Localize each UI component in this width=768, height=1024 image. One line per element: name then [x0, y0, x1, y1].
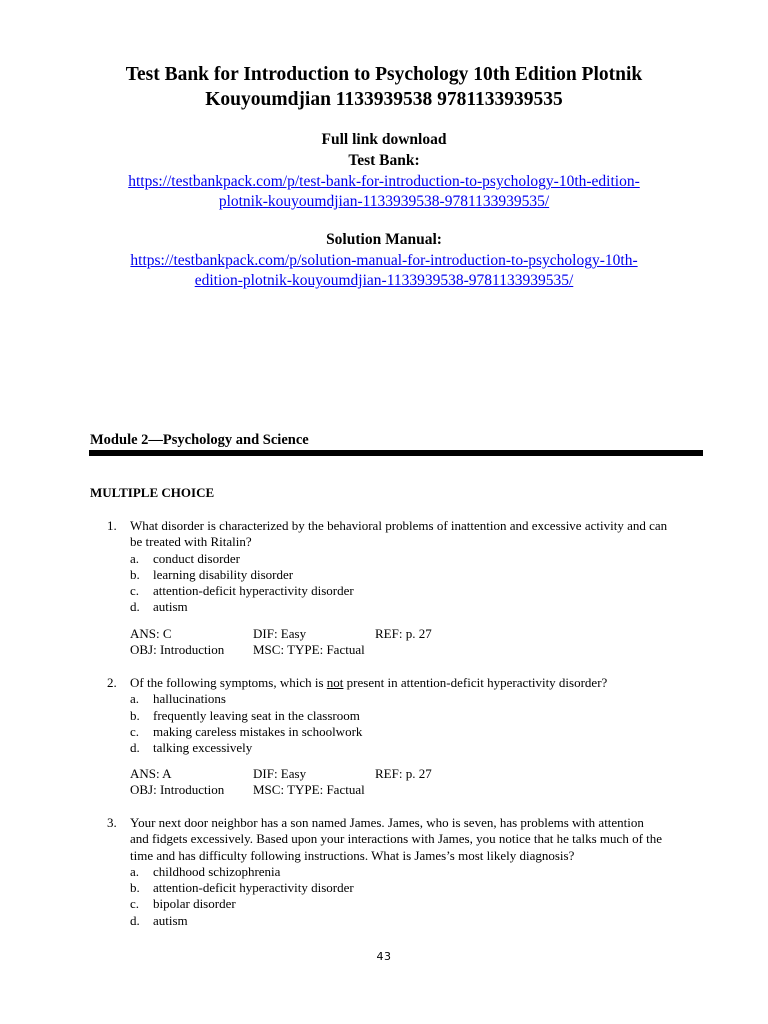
title-line-2: Kouyoumdjian 1133939538 9781133939535 — [205, 89, 563, 110]
question-number: 1. — [107, 518, 117, 533]
option-letter: a. — [130, 863, 140, 879]
answer-row — [130, 626, 690, 642]
document-title — [60, 62, 708, 112]
misc-type: MSC: TYPE: Factual — [253, 782, 365, 798]
option-letter: b. — [130, 566, 140, 582]
option-text: bipolar disorder — [153, 896, 236, 912]
option-letter: c. — [130, 583, 140, 599]
option-b — [130, 880, 705, 896]
heading-divider — [89, 450, 703, 456]
title-line-1: Test Bank for Introduction to Psychology 10th Edition Plotnik — [125, 64, 643, 85]
question-text-line: and fidgets excessively. Based upon your interactions with James, you notice that he talks much of the — [130, 831, 663, 847]
question-number: 2. — [107, 675, 117, 690]
solution-manual-link[interactable] — [60, 251, 708, 270]
option-text: childhood schizophrenia — [153, 863, 281, 879]
answer-key: ANS: C — [130, 626, 172, 641]
question-text-end: present in attention-deficit hyperactivity disorder? — [343, 675, 608, 690]
option-letter: b. — [130, 880, 140, 896]
option-a — [130, 551, 705, 567]
test-bank-url-line-1[interactable]: https://testbankpack.com/p/test-bank-for-introduction-to-psychology-10th-edition- — [128, 173, 640, 190]
option-text: talking excessively — [153, 740, 253, 756]
underlined-word: not — [326, 675, 344, 690]
answer-key: ANS: A — [130, 766, 172, 781]
solution-url-line-2[interactable]: edition-plotnik-kouyoumdjian-1133939538-9781133939535/ — [194, 272, 574, 289]
option-text: autism — [153, 912, 188, 928]
question-text-start: Of the following symptoms, which is — [130, 675, 327, 690]
option-text: making careless mistakes in schoolwork — [153, 723, 363, 739]
option-d — [130, 740, 705, 756]
option-text: frequently leaving seat in the classroom — [153, 707, 360, 723]
test-bank-label: Test Bank: — [348, 152, 420, 169]
option-text: conduct disorder — [153, 550, 241, 566]
option-letter: a. — [130, 550, 140, 566]
objective-row — [130, 782, 690, 798]
test-bank-link[interactable] — [60, 172, 708, 191]
option-text: learning disability disorder — [153, 566, 294, 582]
option-text: attention-deficit hyperactivity disorder — [153, 880, 354, 896]
objective: OBJ: Introduction — [130, 642, 225, 658]
section-heading: MULTIPLE CHOICE — [90, 485, 215, 500]
question-text-line: Your next door neighbor has a son named James. James, who is seven, has problems with attention — [130, 815, 644, 830]
difficulty: DIF: Easy — [253, 766, 307, 781]
answer-block-2 — [130, 766, 690, 799]
option-letter: d. — [130, 740, 140, 756]
solution-manual-label: Solution Manual: — [326, 231, 442, 248]
option-c — [130, 896, 705, 912]
option-c — [130, 724, 705, 740]
solution-manual-link-continued[interactable] — [60, 271, 708, 290]
test-bank-url-line-2[interactable]: plotnik-kouyoumdjian-1133939538-9781133939535/ — [218, 193, 550, 210]
option-list — [130, 551, 705, 616]
question-text-line — [130, 675, 705, 691]
misc-type: MSC: TYPE: Factual — [253, 642, 365, 658]
answer-row — [130, 766, 690, 782]
option-letter: c. — [130, 896, 140, 912]
question-number: 3. — [107, 815, 117, 830]
option-text: autism — [153, 599, 188, 615]
question-text-line: What disorder is characterized by the behavioral problems of inattention and excessive activity and can — [130, 518, 668, 533]
option-list — [130, 691, 705, 756]
page-number: 43 — [376, 950, 392, 963]
option-c — [130, 583, 705, 599]
option-letter: a. — [130, 691, 140, 707]
option-letter: d. — [130, 912, 140, 928]
full-link-label: Full link download — [321, 131, 447, 148]
reference: REF: p. 27 — [375, 626, 432, 641]
objective-row — [130, 642, 690, 658]
solution-url-line-1[interactable]: https://testbankpack.com/p/solution-manual-for-introduction-to-psychology-10th- — [130, 252, 638, 269]
difficulty: DIF: Easy — [253, 626, 307, 641]
question-text-line: be treated with Ritalin? — [130, 534, 252, 550]
question-body — [130, 675, 705, 756]
option-d — [130, 599, 705, 615]
option-a — [130, 864, 705, 880]
option-letter: c. — [130, 723, 140, 739]
option-text: attention-deficit hyperactivity disorder — [153, 583, 354, 599]
reference: REF: p. 27 — [375, 766, 432, 781]
option-text: hallucinations — [153, 691, 226, 707]
option-d — [130, 913, 705, 929]
question-body — [130, 518, 705, 616]
option-letter: d. — [130, 599, 140, 615]
option-b — [130, 567, 705, 583]
option-b — [130, 708, 705, 724]
question-text-line: time and has difficulty following instructions. What is James’s most likely diagnosis? — [130, 847, 575, 863]
option-letter: b. — [130, 707, 140, 723]
option-list — [130, 864, 705, 929]
objective: OBJ: Introduction — [130, 782, 225, 798]
question-body — [130, 815, 705, 929]
answer-block-1 — [130, 626, 690, 659]
module-heading: Module 2—Psychology and Science — [90, 432, 309, 448]
test-bank-link-continued[interactable] — [60, 192, 708, 211]
option-a — [130, 691, 705, 707]
